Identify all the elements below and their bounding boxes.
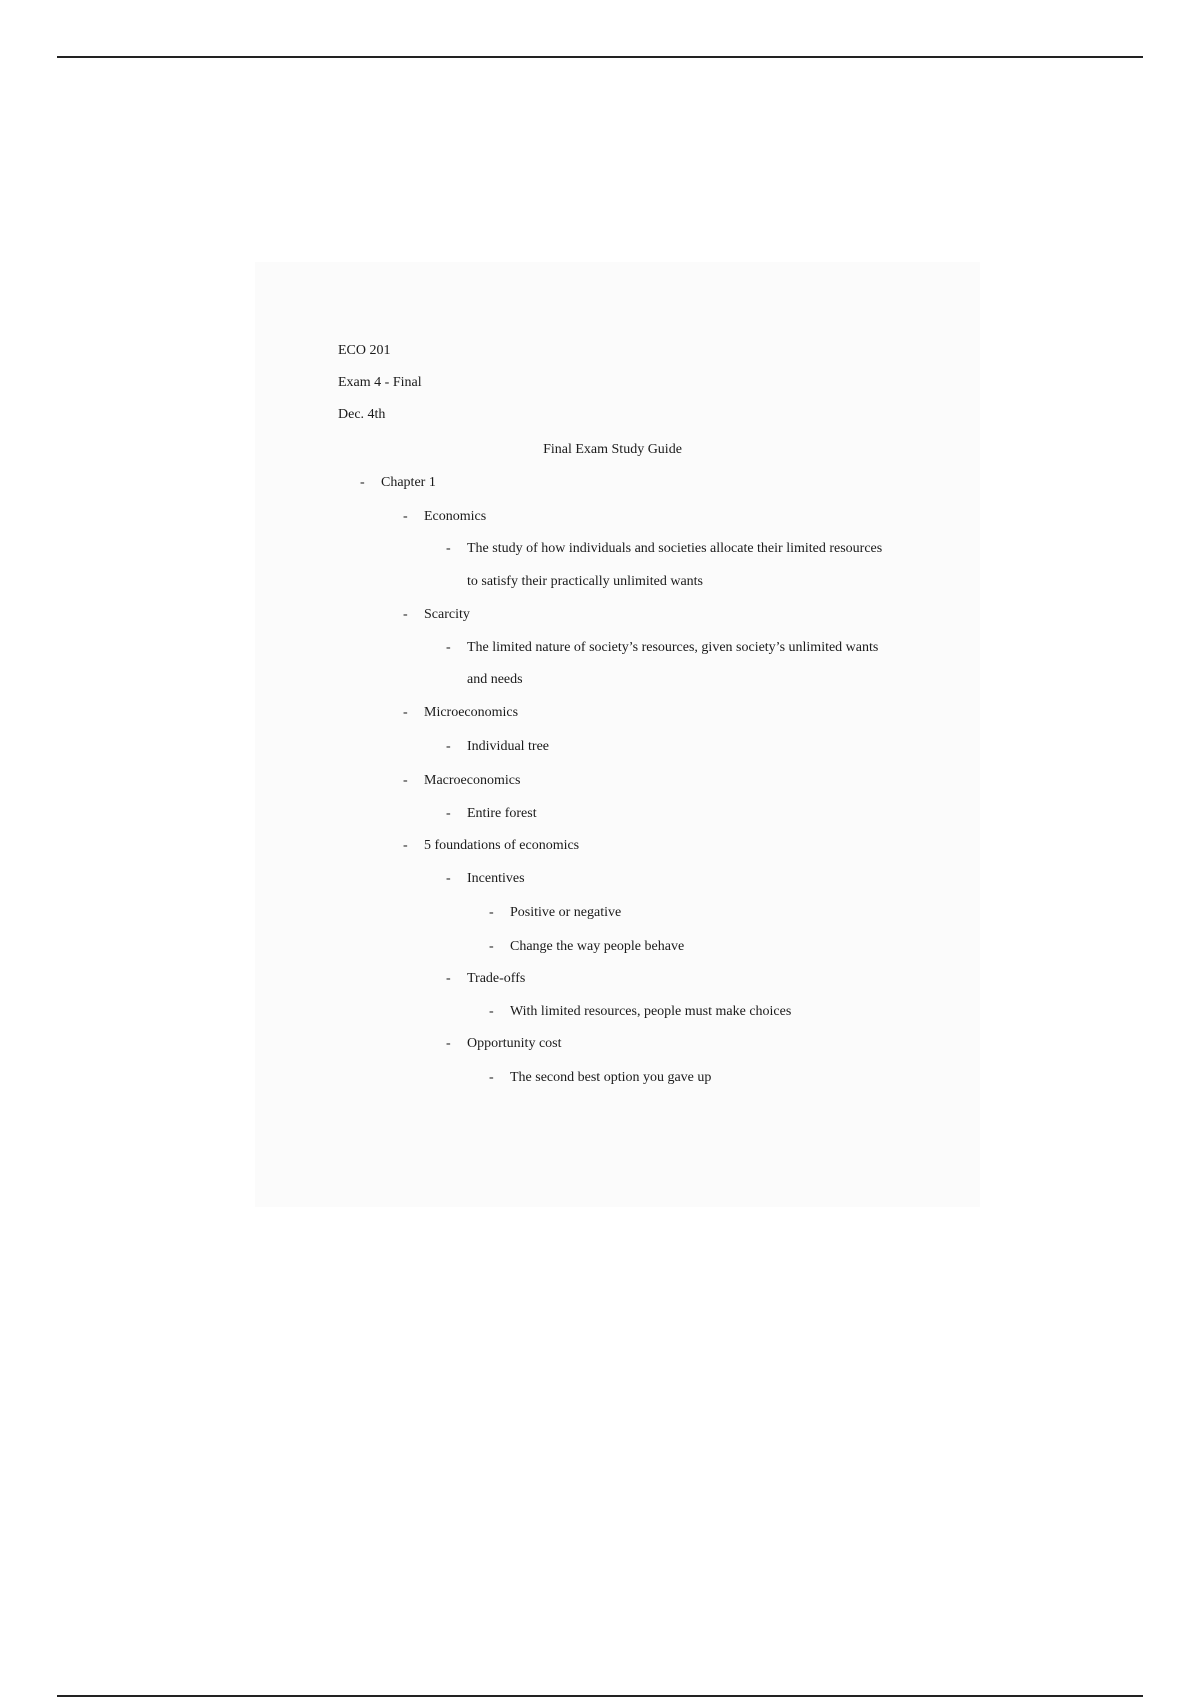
outline-item: [403, 606, 470, 624]
outline-item-text: Microeconomics: [424, 705, 519, 720]
bottom-divider: [57, 1695, 1143, 1697]
outline-item-text: Entire forest: [467, 806, 537, 821]
outline-item: [489, 904, 622, 922]
bullet-dash: -: [489, 939, 494, 954]
outline-item-text: and needs: [467, 672, 523, 687]
bullet-dash: -: [489, 1004, 494, 1019]
outline-item-text: Trade-offs: [467, 971, 526, 986]
document-body: [255, 262, 980, 1207]
exam-date: Dec. 4th: [338, 407, 386, 422]
document-page: [255, 262, 980, 1207]
outline-item: [489, 938, 685, 956]
study-outline: [255, 262, 980, 1207]
outline-item: [446, 1035, 562, 1053]
outline-item: [446, 540, 883, 558]
outline-item-text: Individual tree: [467, 739, 550, 754]
outline-item-text: Change the way people behave: [510, 939, 685, 954]
page-title: Final Exam Study Guide: [543, 442, 682, 457]
bullet-dash: -: [403, 773, 408, 788]
outline-item: [446, 870, 525, 888]
bullet-dash: -: [403, 607, 408, 622]
top-divider: [57, 56, 1143, 58]
bullet-dash: -: [489, 1070, 494, 1085]
outline-item: [446, 639, 879, 657]
outline-item: [446, 970, 526, 988]
bullet-dash: -: [446, 739, 451, 754]
outline-item: [403, 704, 519, 722]
bullet-dash: -: [446, 640, 451, 655]
outline-item-text: The limited nature of society’s resources, given society’s unlimited wants: [467, 640, 879, 655]
outline-item: [446, 738, 550, 756]
outline-item-text: The second best option you gave up: [510, 1070, 712, 1085]
bullet-dash: -: [403, 509, 408, 524]
bullet-dash: -: [446, 541, 451, 556]
outline-item-continuation: [467, 671, 523, 689]
outline-item-text: With limited resources, people must make choices: [510, 1004, 792, 1019]
outline-item: [403, 772, 521, 790]
exam-name: Exam 4 - Final: [338, 375, 422, 390]
outline-item-text: Opportunity cost: [467, 1036, 562, 1051]
outline-item: [360, 474, 436, 492]
bullet-dash: -: [360, 475, 365, 490]
outline-item: [489, 1069, 712, 1087]
outline-item-text: to satisfy their practically unlimited wants: [467, 574, 703, 589]
bullet-dash: -: [446, 871, 451, 886]
bullet-dash: -: [446, 806, 451, 821]
outline-item-text: Macroeconomics: [424, 773, 521, 788]
course-code: ECO 201: [338, 343, 391, 358]
outline-item: [403, 837, 580, 855]
bullet-dash: -: [403, 838, 408, 853]
outline-item-text: The study of how individuals and societies allocate their limited resources: [467, 541, 883, 556]
outline-item-continuation: [467, 573, 703, 591]
outline-item-text: Chapter 1: [381, 475, 436, 490]
outline-item-text: Positive or negative: [510, 905, 622, 920]
outline-item: [489, 1003, 792, 1021]
outline-item-text: Scarcity: [424, 607, 470, 622]
outline-item-text: 5 foundations of economics: [424, 838, 580, 853]
outline-item: [446, 805, 537, 823]
bullet-dash: -: [403, 705, 408, 720]
outline-item-text: Incentives: [467, 871, 525, 886]
bullet-dash: -: [489, 905, 494, 920]
outline-item: [403, 508, 487, 526]
bullet-dash: -: [446, 971, 451, 986]
bullet-dash: -: [446, 1036, 451, 1051]
outline-item-text: Economics: [424, 509, 487, 524]
